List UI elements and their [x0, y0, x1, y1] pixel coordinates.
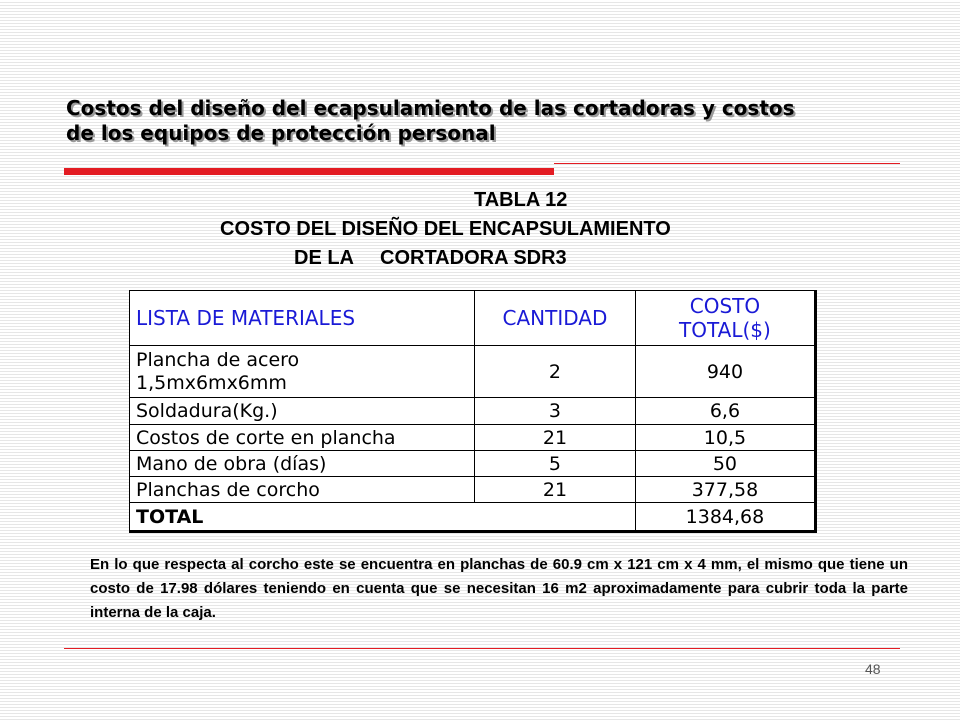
- slide-title-line-2: de los equipos de protección personal: [66, 121, 496, 145]
- header-materials: LISTA DE MATERIALES: [130, 291, 475, 346]
- cost-cell: 10,5: [635, 425, 814, 451]
- table-caption-part-b: CORTADORA SDR3: [380, 247, 567, 269]
- cost-cell: 50: [635, 451, 814, 477]
- total-row: [130, 503, 815, 531]
- table-row: [130, 451, 815, 477]
- material-line-2: 1,5mx6mx6mm: [136, 371, 287, 394]
- materials-table: [129, 290, 815, 531]
- table-number: TABLA 12: [474, 189, 568, 211]
- cost-cell: 377,58: [635, 477, 814, 503]
- slide-title-line-1: Costos del diseño del ecapsulamiento de las cortadoras y costos: [66, 96, 795, 120]
- table-row: [130, 346, 815, 398]
- quantity-cell: 2: [475, 346, 636, 398]
- page-number: 48: [865, 661, 881, 677]
- title-underline-bar: [64, 168, 554, 175]
- material-cell: Planchas de corcho: [130, 477, 475, 503]
- material-cell: Costos de corte en plancha: [130, 425, 475, 451]
- table-caption-line-1: COSTO DEL DISEÑO DEL ENCAPSULAMIENTO: [220, 218, 671, 240]
- table-row: [130, 425, 815, 451]
- materials-table-wrapper: [129, 290, 817, 533]
- header-quantity: CANTIDAD: [475, 291, 636, 346]
- cost-cell: 940: [635, 346, 814, 398]
- table-caption-line-2: [294, 245, 567, 271]
- table-caption-part-a: DE LA: [294, 247, 354, 269]
- footer-divider-line: [64, 648, 900, 649]
- slide-title: [66, 96, 906, 146]
- header-cost-line-1: COSTO: [689, 294, 761, 318]
- table-row: [130, 398, 815, 425]
- title-divider-line: [554, 163, 900, 164]
- total-cost: 1384,68: [635, 503, 814, 531]
- cost-cell: 6,6: [635, 398, 814, 425]
- quantity-cell: 21: [475, 425, 636, 451]
- body-paragraph: En lo que respecta al corcho este se encuentra en planchas de 60.9 cm x 121 cm x 4 mm, el mismo que tiene un costo de 17.98 dólares teniendo en cuenta que se necesitan 16 m2 aproximadamente para cubrir toda la parte interna de la caja.: [90, 556, 908, 621]
- header-cost-line-2: TOTAL($): [679, 318, 771, 342]
- material-line-1: Plancha de acero: [136, 348, 300, 371]
- table-header-row: [130, 291, 815, 346]
- material-cell: Soldadura(Kg.): [130, 398, 475, 425]
- total-label: TOTAL: [130, 503, 636, 531]
- table-row: [130, 477, 815, 503]
- quantity-cell: 3: [475, 398, 636, 425]
- quantity-cell: 21: [475, 477, 636, 503]
- material-cell: [130, 346, 475, 398]
- quantity-cell: 5: [475, 451, 636, 477]
- material-cell: Mano de obra (días): [130, 451, 475, 477]
- header-cost: [635, 291, 814, 346]
